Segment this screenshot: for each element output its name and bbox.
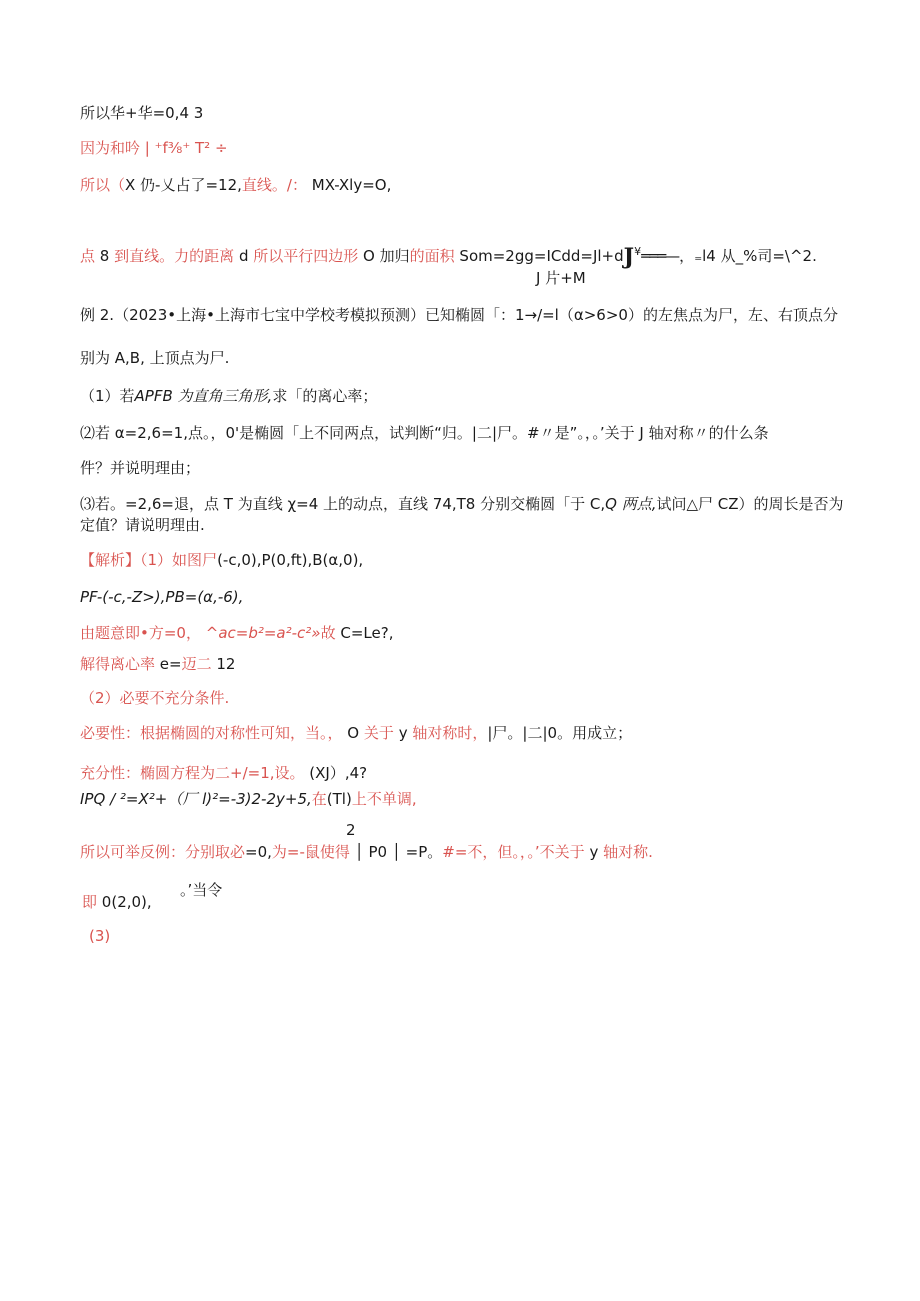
line-13: PF-(-c,-Z>),PB=(α,-6), <box>80 588 244 606</box>
line-20-c: 为=-鼠使得 <box>271 843 350 861</box>
line-4 <box>80 242 817 270</box>
line-19-c: 在 <box>311 790 327 808</box>
line-20-e: #=不，但。，。’ <box>442 843 540 861</box>
line-21-a: 即 <box>82 893 98 911</box>
line-4-k: ¥ <box>634 245 642 258</box>
line-5: 例 2.（2023•上海•上海市七宝中学校考模拟预测）已知椭圆「：1→/=l（α>6>0）的左焦点为尸，左、右顶点分 <box>80 306 838 324</box>
line-4-h: 的面积 <box>409 247 455 265</box>
line-15-b: e= <box>159 655 182 673</box>
line-4-a: 点 <box>80 247 96 265</box>
line-4-m: ， <box>679 247 695 265</box>
line-20-g: y <box>589 843 599 861</box>
line-20-a: 所以可举反例：分别取必 <box>80 843 246 861</box>
line-7-b: APFB 为直角三角形, <box>134 387 273 405</box>
line-19-a: IPQ <box>80 790 106 808</box>
line-20-h: 轴对称. <box>603 843 653 861</box>
line-1: 所以华+华=0,4 3 <box>80 104 204 122</box>
line-14-b: ^ac=b²=a²-c²» <box>205 624 321 642</box>
line-4-n: ₌l4 从_%司=\^2. <box>694 247 817 265</box>
line-21-c: 。’当令 <box>180 881 223 899</box>
line-20-f: 不关于 <box>539 843 585 861</box>
line-10-b: Q 两点, <box>605 495 657 513</box>
line-10-c: 试问△尸 CZ）的周长是否为 <box>656 495 844 513</box>
line-7-c: 求「的离心率； <box>272 387 378 405</box>
line-3-d: MX-Xly=O, <box>311 176 392 194</box>
line-4-c: 到直线。力 <box>114 247 190 265</box>
line-4-g: O 加归 <box>363 247 410 265</box>
line-18-b: (XJ）,4? <box>309 764 368 782</box>
line-17-e: 轴对称时， <box>412 724 488 742</box>
line-16: （2）必要不充分条件. <box>80 689 230 707</box>
line-17-a: 必要性：根据椭圆的对称性可知，当。， <box>80 724 343 742</box>
line-7-a: （1）若 <box>80 387 135 405</box>
line-4-e: d <box>238 247 249 265</box>
line-17 <box>80 723 632 743</box>
line-15-d: 12 <box>216 655 236 673</box>
line-20 <box>80 842 653 862</box>
line-14-a: 由题意即•方=0， <box>80 624 201 642</box>
line-19-d: (Tl) <box>326 790 352 808</box>
line-11: 定值？请说明理由. <box>80 516 205 534</box>
line-19-e: 上不单调, <box>351 790 417 808</box>
line-21 <box>82 892 152 912</box>
line-2: 因为和吟 | ⁺f⅜⁺ T² ÷ <box>80 139 228 157</box>
line-12-a: 【解析】（1） <box>80 551 173 569</box>
line-14 <box>80 623 393 643</box>
line-19-b: / ²=X²+（厂 l)²=-3)2-2y+5, <box>110 790 312 808</box>
line-17-f: |尸。|二|0。用成立； <box>487 724 633 742</box>
line-17-c: 关于 <box>363 724 394 742</box>
line-21-b: 0(2,0), <box>101 893 152 911</box>
line-8: ⑵若 α=2,6=1,点。，0'是椭圆「上不同两点，试判断“归。|二|尸。#〃是”。，。’关于 J 轴对称〃的什么条 <box>80 424 769 442</box>
line-12 <box>80 550 363 570</box>
line-4-j: J <box>623 244 635 270</box>
line-3 <box>80 175 391 195</box>
line-7 <box>80 386 377 406</box>
line-9: 件？并说明理由； <box>80 459 201 477</box>
line-6: 别为 A,B, 上顶点为尸. <box>80 349 230 367</box>
line-20-b: =0, <box>245 843 272 861</box>
line-22: (3) <box>89 927 111 945</box>
line-14-d: C=Le?, <box>340 624 394 642</box>
line-4-b: 8 <box>99 247 110 265</box>
line-4-l: ═══— <box>641 247 680 265</box>
line-10-a: ⑶若。=2,6=退，点 T 为直线 χ=4 上的动点，直线 74,T8 分别交椭圆「于 C, <box>80 495 606 513</box>
line-17-b: O <box>347 724 360 742</box>
line-12-b: 如图尸 <box>172 551 218 569</box>
line-18-a: 充分性：椭圆方程为二+/=1,设。 <box>80 764 305 782</box>
line-18 <box>80 763 367 783</box>
line-3-a: 所以（ <box>80 176 126 194</box>
line-14-c: 故 <box>320 624 336 642</box>
line-10 <box>80 494 844 514</box>
line-3-b: X 仍-乂占了=12, <box>125 176 242 194</box>
line-4-f: 所以平行四边形 <box>253 247 359 265</box>
line-4-subscript: J 片+M <box>536 269 586 287</box>
line-20-d: │ P0 │ =P。 <box>354 843 443 861</box>
line-15 <box>80 654 235 674</box>
line-15-c: 迈二 <box>181 655 212 673</box>
line-15-a: 解得离心率 <box>80 655 156 673</box>
line-4-i: Som=2gg=ICdd=Jl+d <box>459 247 624 265</box>
line-19 <box>80 789 417 809</box>
line-17-d: y <box>398 724 408 742</box>
line-3-c: 直线。/： <box>241 176 307 194</box>
line-12-c: (-c,0),P(0,ft),B(α,0), <box>217 551 364 569</box>
line-4-d: 的距离 <box>189 247 235 265</box>
line-20-superscript: 2 <box>346 821 356 839</box>
